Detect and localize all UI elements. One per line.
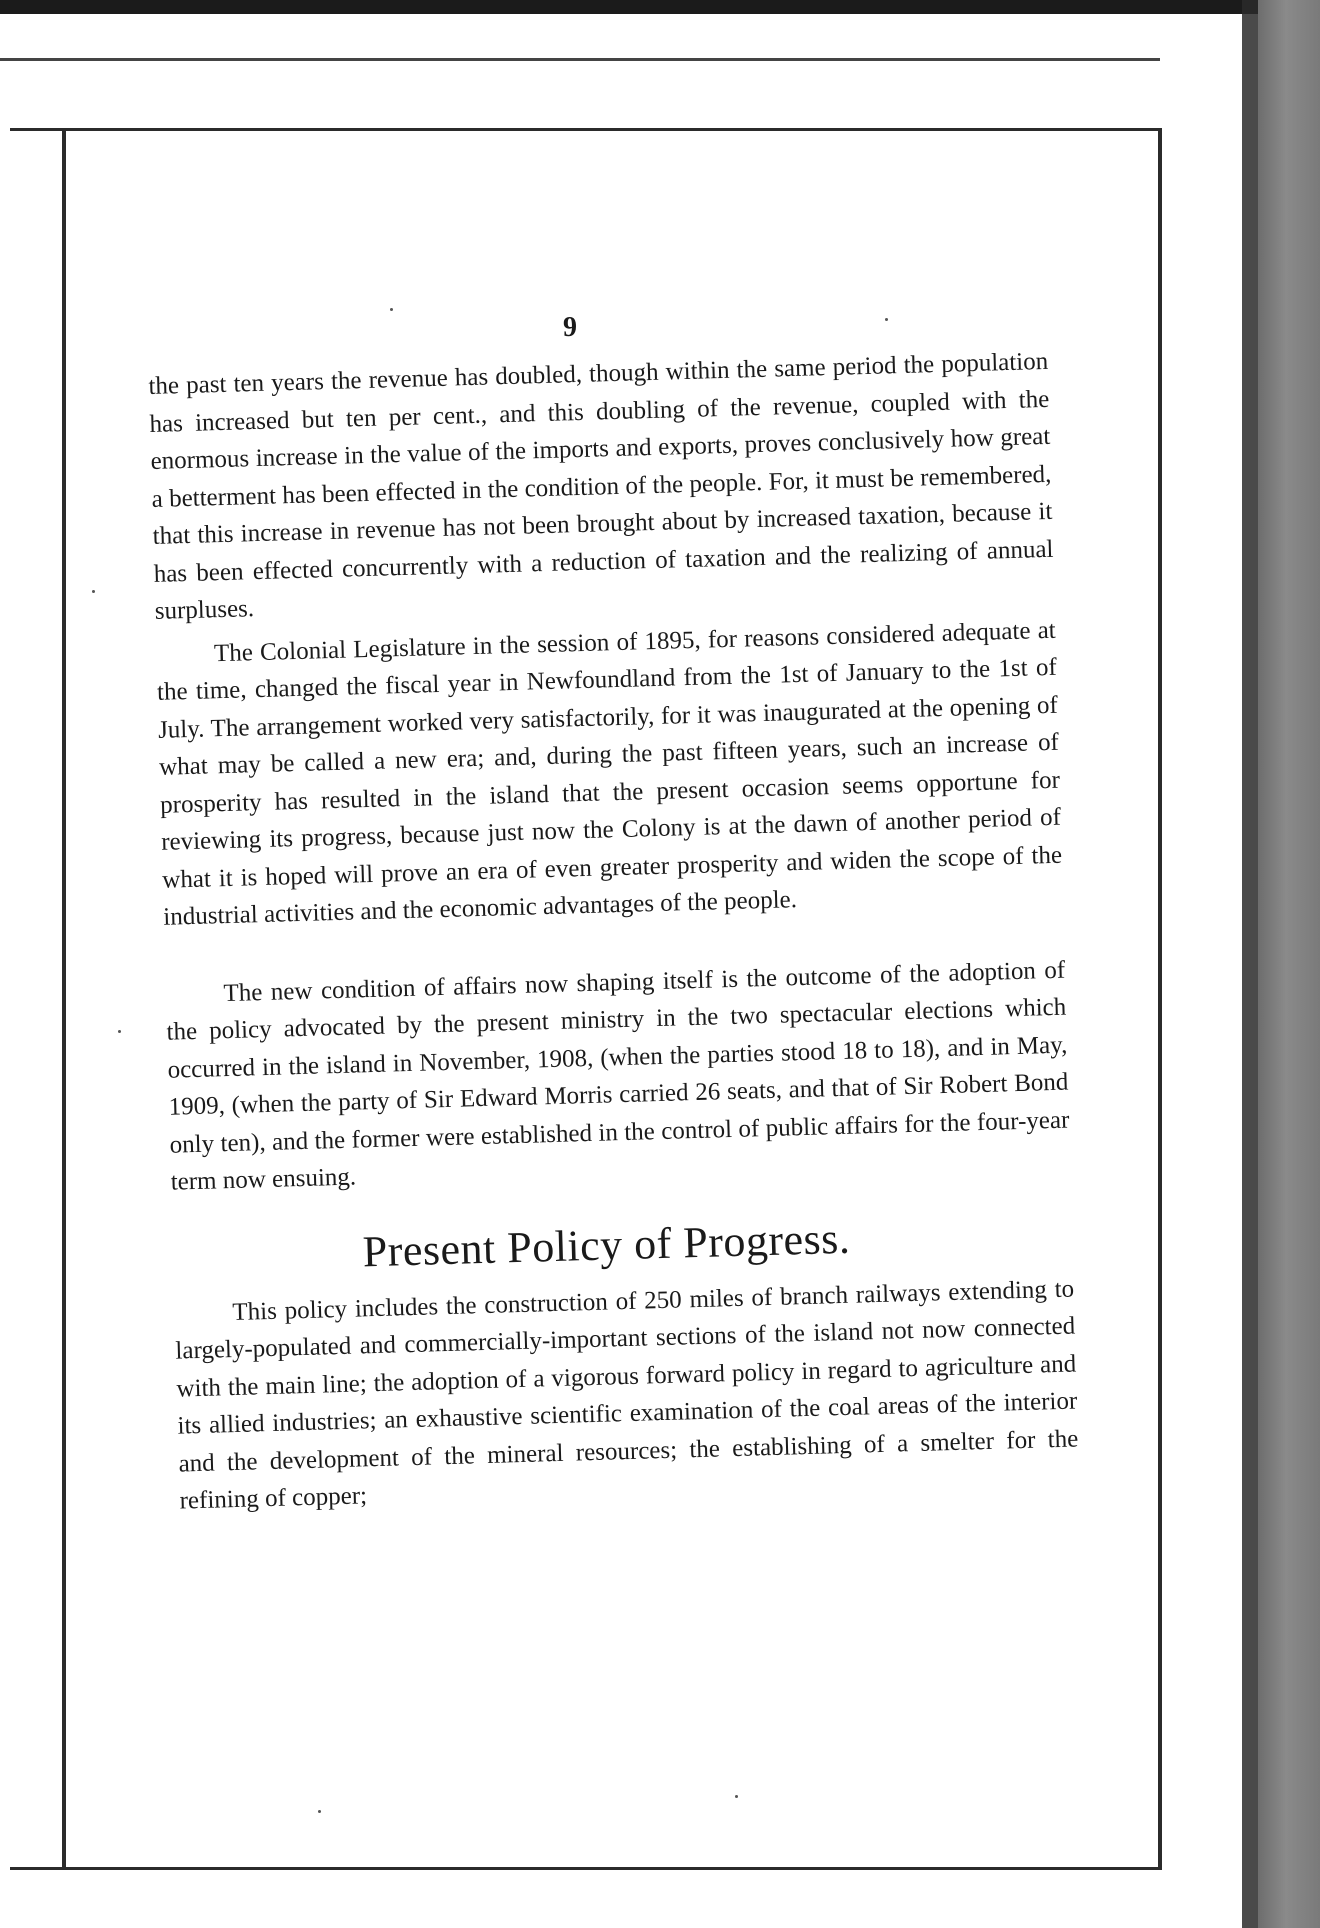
scan-edge-right (1258, 0, 1320, 1928)
scan-edge-top (0, 0, 1320, 14)
paragraph-elections: The new condition of affairs now shaping itself is the outcome of the adoption of the policy advocated by the present ministry in the two spectacular elections which occurred in the island in November, 1908, (when the parties stood 18 to 18), and in May, 1909, (when the party of Sir Edward Morris carried 26 seats, and that of Sir Robert Bond only ten), and the former were established in the control of public affairs for the four-year term now ensuing. (166, 956, 1070, 1196)
outer-rule (0, 58, 1160, 61)
scan-speck (735, 1795, 738, 1798)
scan-speck (318, 1810, 321, 1813)
scan-speck (390, 308, 393, 311)
scan-speck (118, 1030, 121, 1033)
paragraph-policy: This policy includes the construction of 250 miles of branch railways extending to largely-populated and commercially-important sections of the island not now connected with the main line; the adoption of a vigorous forward policy in regard to agriculture and its allied industries; an exhaustive scientific examination of the coal areas of the interior and the development of the mineral resources; the establishing of a smelter for the refining of copper; (175, 1275, 1079, 1515)
paragraph-continued: the past ten years the revenue has doubled, though within the same period the population has increased but ten per cent., and this doubling of the revenue, coupled with the enormous increase in the value of the imports and exports, proves conclusively how great a betterment has been effected in the condition of the people. For, it must be remembered, that this increase in revenue has not been brought about by increased taxation, because it has been effected concurrently with a reduction of taxation and the realizing of annual surpluses. (148, 347, 1054, 625)
page-number: 9 (563, 312, 577, 343)
section-heading: Present Policy of Progress. (362, 1213, 851, 1276)
scan-speck (885, 318, 888, 321)
paragraph-fiscal-year: The Colonial Legislature in the session of 1895, for reasons considered adequate at the time, changed the fiscal year in Newfoundland from the 1st of January to the 1st of July. The arrangement worked very satisfactorily, for it was inaugurated at the opening of what may be called a new era; and, during the past fifteen years, such an increase of prosperity has resulted in the island that the present occasion seems opportune for reviewing its progress, because just now the Colony is at the dawn of another period of what it is hoped will prove an era of even greater prosperity and widen the scope of the industrial activities and the economic advantages of the people. (156, 616, 1063, 931)
scan-speck (92, 590, 95, 593)
scan-binding-shadow (1242, 0, 1258, 1928)
body-text (148, 343, 1080, 1520)
